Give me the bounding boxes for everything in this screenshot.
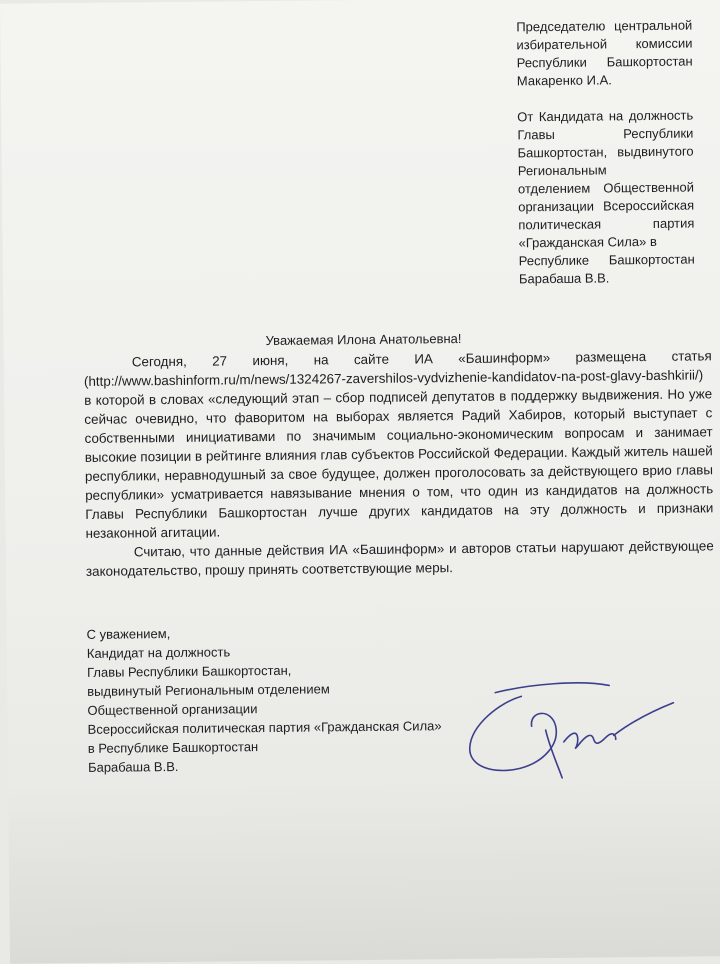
addressee-line: избирательной комиссии	[516, 35, 693, 53]
sender-line: Башкортостан, выдвинутого	[517, 143, 694, 161]
sender-line: организации Всероссийская	[518, 197, 695, 215]
signoff-line: в Республике Башкортостан	[87, 739, 259, 756]
sender-line: Региональным	[517, 162, 607, 179]
letter-body	[84, 346, 714, 581]
salutation: Уважаемая Илона Анатольевна!	[265, 330, 462, 349]
sender-line: Республике Башкортостан	[518, 251, 695, 269]
sender-line: отделением Общественной	[517, 179, 695, 197]
page-shadow	[8, 776, 720, 964]
handwritten-signature	[459, 673, 680, 785]
sender-line: От Кандидата на должность	[517, 107, 694, 125]
addressee-block	[516, 17, 695, 289]
signoff-line: Барабаша В.В.	[87, 758, 179, 775]
signoff-line: выдвинутый Региональным отделением	[87, 681, 330, 699]
signoff-line: Общественной организации	[87, 701, 258, 718]
body-paragraph: Сегодня, 27 июня, на сайте ИА «Башинформ» размещена статья (http://www.bashinform.ru/m/news/1324267-zavershilos-vydvizhenie-kandidatov-na-post-glavy-bashkirii/) в которой в словах «следующий этап – сбор подписей депутатов в поддержку выдвижения. Но уже сейчас очевидно, что фаворитом на выборах является Радий Хабиров, который выступает с собственными инициативами по значимым социально-экономическим вопросам и занимает высокие позиции в рейтинге влияния глав субъектов Российской Федерации. Каждый житель нашей республики, неравнодушный за свое будущее, должен проголосовать за действующего врио главы республики» усматривается навязывание мнения о том, что один из кандидатов на должность Главы Республики Башкортостан лучше других кандидатов на эту должность и признаки незаконной агитации.	[83, 348, 714, 541]
sender-line: «Гражданская Сила» в	[518, 233, 657, 251]
addressee-line: Председателю центральной	[516, 17, 693, 35]
signoff-line: С уважением,	[86, 626, 171, 642]
addressee-line: Республики Башкортостан	[516, 53, 693, 71]
signoff-block	[87, 620, 509, 776]
sender-line: Главы Республики	[517, 125, 694, 143]
addressee-line: Макаренко И.А.	[516, 72, 612, 89]
signoff-line: Всероссийская политическая партия «Гражданская Сила»	[87, 718, 442, 737]
body-paragraph: Считаю, что данные действия ИА «Башинформ» и авторов статьи нарушают действующее законодательство, прошу принять соответствующие меры.	[85, 538, 714, 579]
sender-line: Барабаша В.В.	[518, 270, 610, 287]
signoff-line: Главы Республики Башкортостан,	[86, 662, 292, 680]
signoff-line: Кандидат на должность	[86, 644, 231, 661]
sender-line: политическая партия	[518, 215, 695, 233]
